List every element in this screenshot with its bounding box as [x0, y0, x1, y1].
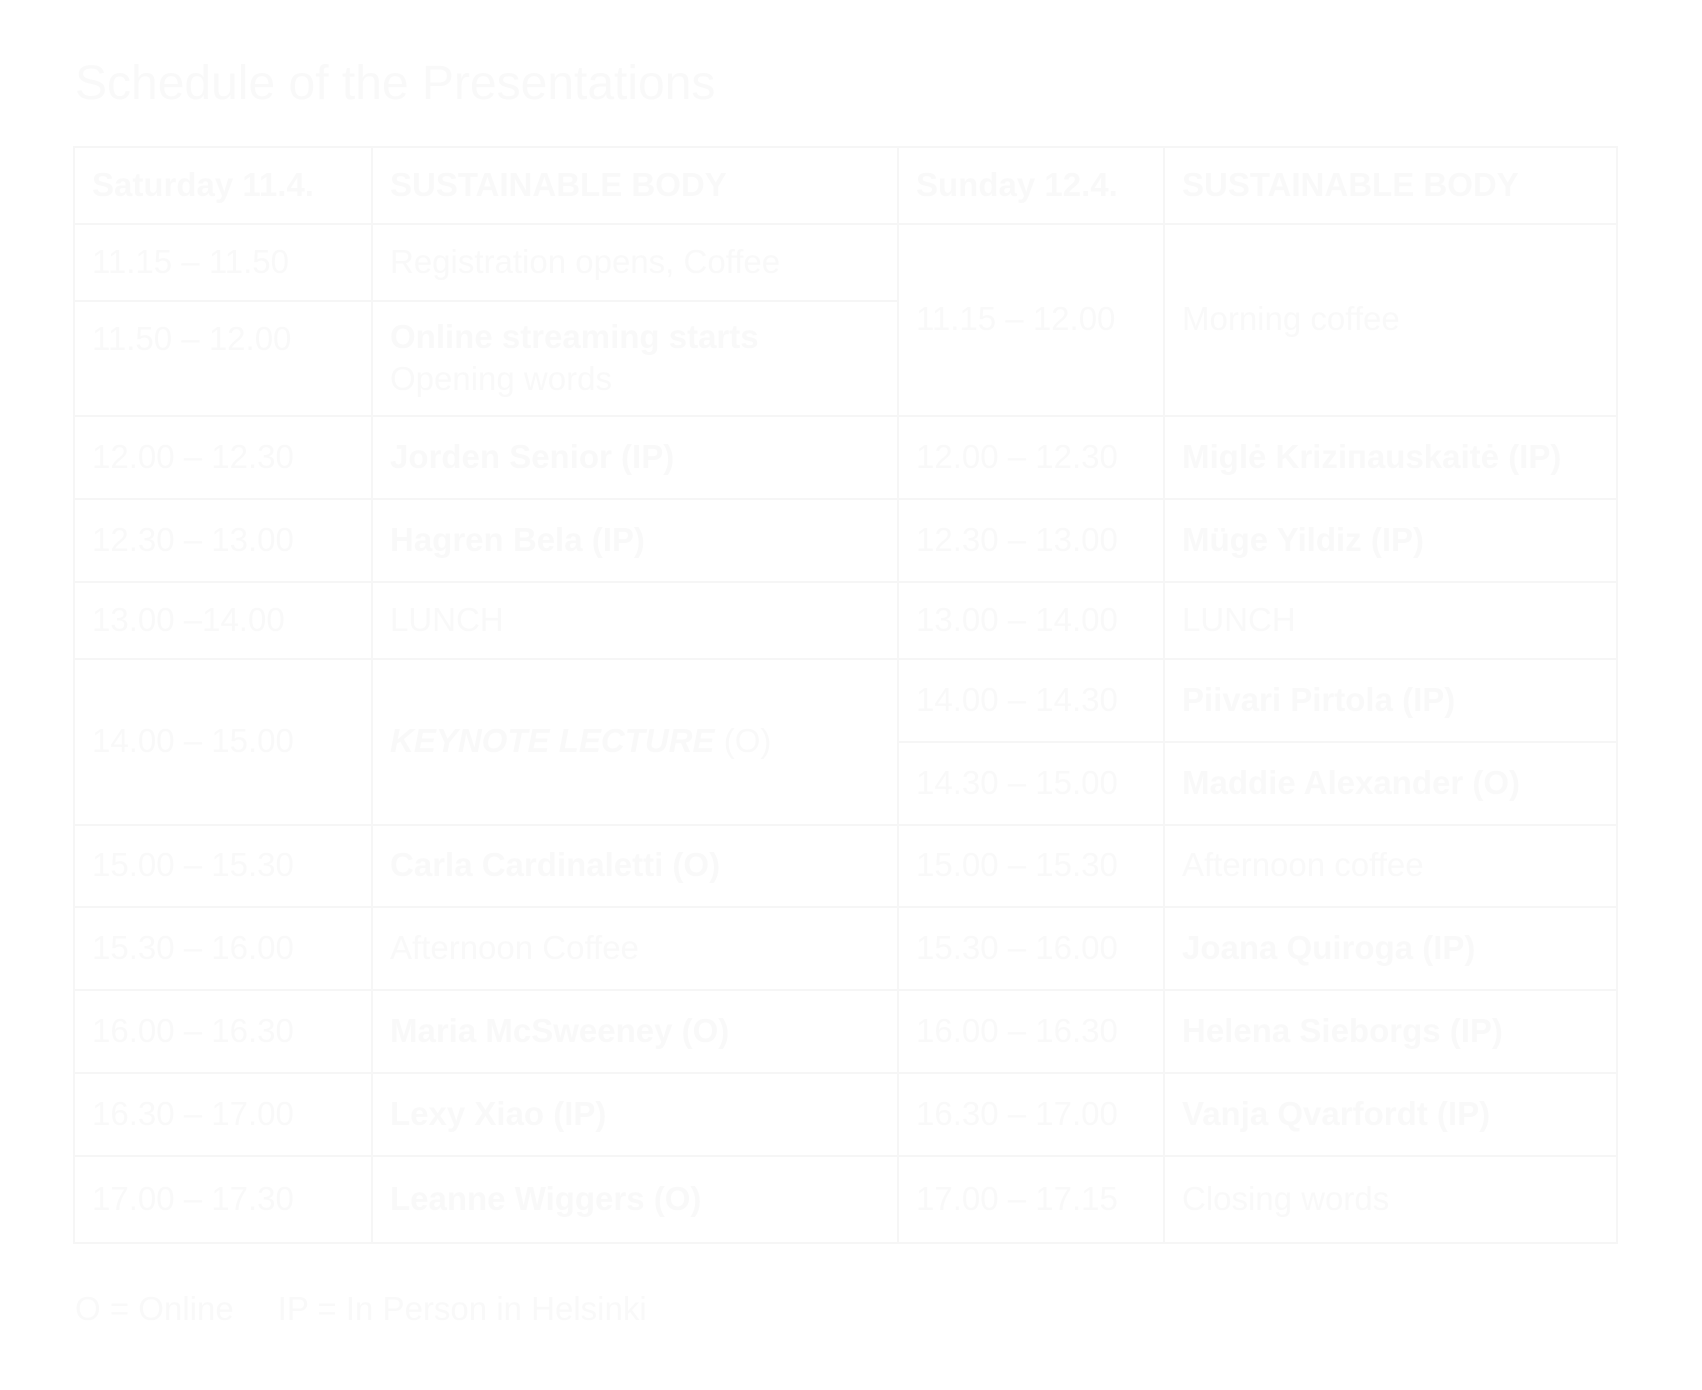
saturday-time-7: 15.00 – 15.30 [92, 846, 294, 883]
sunday-event-8: Joana Quiroga (IP) [1182, 928, 1476, 966]
streaming-start-text: Online streaming starts [390, 317, 759, 355]
legend-online: O = Online [75, 1290, 234, 1327]
sunday-event-11: Closing words [1182, 1179, 1390, 1217]
saturday-day-header: Saturday 11.4. [92, 165, 314, 203]
saturday-event-8: Afternoon Coffee [390, 928, 639, 966]
sunday-time-10: 16.30 – 17.00 [916, 1094, 1118, 1132]
saturday-theme-header: SUSTAINABLE BODY [390, 165, 727, 203]
keynote-format: (O) [714, 722, 772, 759]
sunday-time-1: 11.15 – 12.00 [916, 300, 1116, 337]
saturday-event-4: Hagren Bela (IP) [390, 520, 645, 558]
sunday-time-6: 14.30 – 15.00 [916, 763, 1118, 801]
sunday-event-9: Helena Sieborgs (IP) [1182, 1011, 1503, 1049]
saturday-time-9: 16.00 – 16.30 [92, 1011, 294, 1049]
opening-words-text: Opening words [390, 359, 612, 397]
sunday-time-5: 14.00 – 14.30 [916, 680, 1118, 718]
sunday-time-8: 15.30 – 16.00 [916, 928, 1118, 966]
sunday-event-5: Piivari Pirtola (IP) [1182, 680, 1456, 718]
sunday-theme-header: SUSTAINABLE BODY [1182, 165, 1519, 203]
page-title: Schedule of the Presentations [75, 57, 716, 110]
saturday-time-6: 14.00 – 15.00 [92, 722, 294, 759]
sunday-day-header: Sunday 12.4. [916, 165, 1118, 203]
sunday-event-2: Miglė Kriziпauskaitė (IP) [1182, 437, 1562, 475]
keynote-label: KEYNOTE LECTURE [390, 722, 715, 759]
schedule-table [73, 146, 1618, 1244]
sunday-event-1: Morning coffee [1182, 300, 1400, 337]
saturday-event-6 [371, 658, 897, 824]
saturday-time-1: 11.15 – 11.50 [92, 242, 289, 280]
sunday-time-2: 12.00 – 12.30 [916, 437, 1118, 475]
sunday-event-10: Vanja Qvarfordt (IP) [1182, 1094, 1491, 1132]
saturday-time-8: 15.30 – 16.00 [92, 928, 294, 966]
legend [75, 1290, 647, 1328]
sunday-event-3: Müge Yildiz (IP) [1182, 520, 1425, 558]
saturday-event-1: Registration opens, Coffee [390, 242, 781, 280]
table-border [73, 1242, 1618, 1244]
sunday-event-7: Afternoon coffee [1182, 846, 1424, 883]
sunday-time-7: 15.00 – 15.30 [916, 846, 1118, 883]
sunday-event-6: Maddie Alexander (O) [1182, 763, 1521, 801]
saturday-event-9: Maria McSweeney (O) [390, 1011, 730, 1049]
saturday-time-4: 12.30 – 13.00 [92, 520, 294, 558]
saturday-event-10: Lexy Xiao (IP) [390, 1094, 607, 1132]
sunday-time-4: 13.00 – 14.00 [916, 600, 1118, 638]
saturday-event-11: Leanne Wiggers (O) [390, 1179, 702, 1217]
saturday-event-5: LUNCH [390, 600, 504, 638]
saturday-time-5: 13.00 –14.00 [92, 600, 285, 638]
saturday-time-11: 17.00 – 17.30 [92, 1179, 294, 1217]
sunday-time-11: 17.00 – 17.15 [916, 1179, 1118, 1217]
saturday-time-3: 12.00 – 12.30 [92, 437, 294, 475]
saturday-event-2 [371, 300, 897, 415]
saturday-event-3: Jorden Senior (IP) [390, 437, 675, 475]
sunday-time-3: 12.30 – 13.00 [916, 520, 1118, 558]
saturday-time-10: 16.30 – 17.00 [92, 1094, 294, 1132]
sunday-time-9: 16.00 – 16.30 [916, 1011, 1118, 1049]
saturday-event-7: Carla Cardinaletti (O) [390, 846, 721, 883]
saturday-time-2: 11.50 – 12.00 [92, 319, 292, 357]
sunday-event-4: LUNCH [1182, 600, 1296, 638]
legend-in-person: IP = In Person in Helsinki [277, 1290, 647, 1327]
